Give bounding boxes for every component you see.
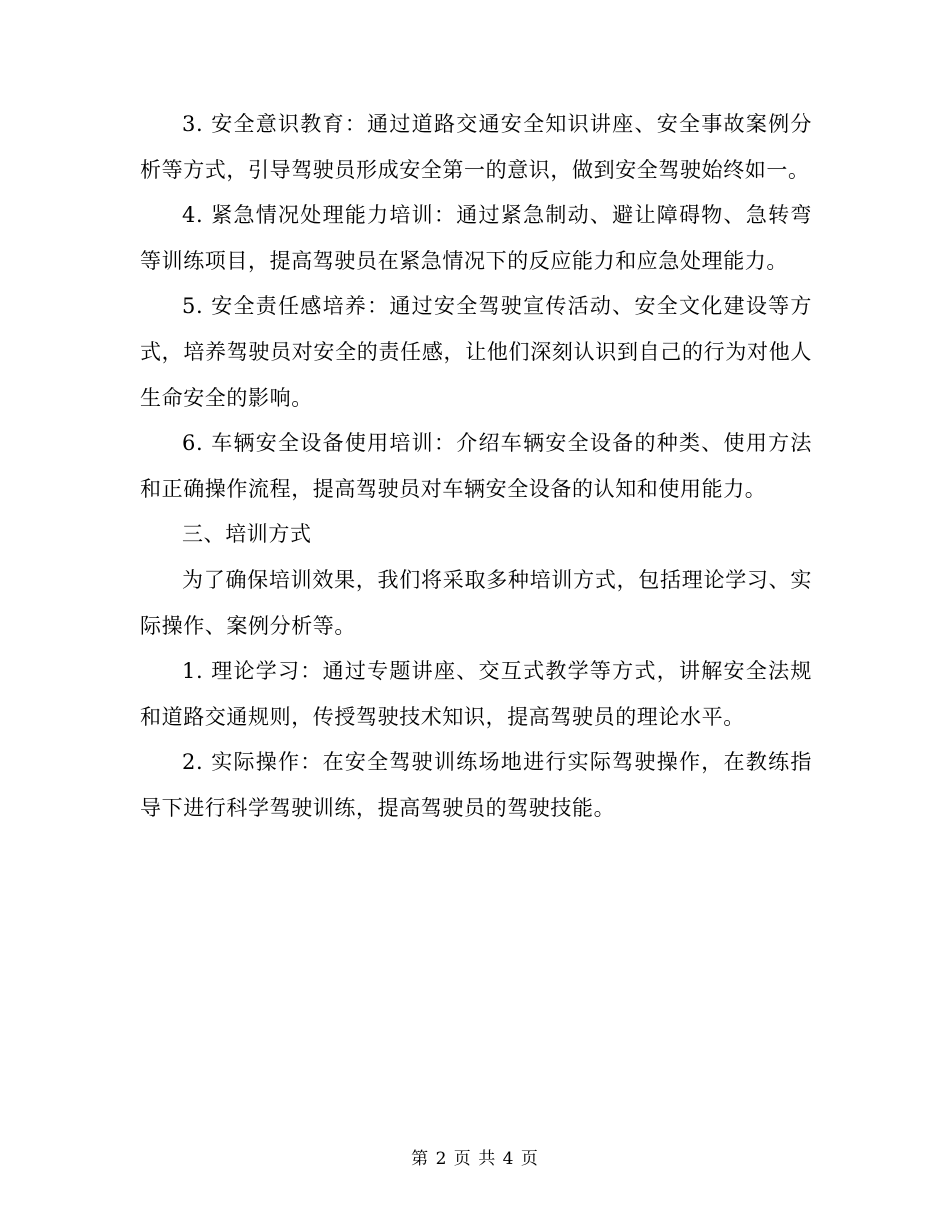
page-number-footer: 第 2 页 共 4 页 xyxy=(411,1149,539,1169)
paragraph-safety-awareness: 3. 安全意识教育：通过道路交通安全知识讲座、安全事故案例分析等方式，引导驾驶员形成安全第一的意识，做到安全驾驶始终如一。 xyxy=(140,112,812,182)
paragraph-safety-responsibility: 5. 安全责任感培养：通过安全驾驶宣传活动、安全文化建设等方式，培养驾驶员对安全的责任感，让他们深刻认识到自己的行为对他人生命安全的影响。 xyxy=(140,294,812,410)
section-heading-training-methods: 三、培训方式 xyxy=(182,522,312,547)
paragraph-safety-equipment: 6. 车辆安全设备使用培训：介绍车辆安全设备的种类、使用方法和正确操作流程，提高驾驶员对车辆安全设备的认知和使用能力。 xyxy=(140,431,812,501)
paragraph-emergency-handling: 4. 紧急情况处理能力培训：通过紧急制动、避让障碍物、急转弯等训练项目，提高驾驶员在紧急情况下的反应能力和应急处理能力。 xyxy=(140,203,812,273)
paragraph-theory-study: 1. 理论学习：通过专题讲座、交互式教学等方式，讲解安全法规和道路交通规则，传授驾驶技术知识，提高驾驶员的理论水平。 xyxy=(140,659,812,729)
paragraph-training-intro: 为了确保培训效果，我们将采取多种培训方式，包括理论学习、实际操作、案例分析等。 xyxy=(140,567,812,638)
document-body xyxy=(140,102,812,832)
paragraph-practical-operation: 2. 实际操作：在安全驾驶训练场地进行实际驾驶操作，在教练指导下进行科学驾驶训练，提高驾驶员的驾驶技能。 xyxy=(140,750,812,820)
